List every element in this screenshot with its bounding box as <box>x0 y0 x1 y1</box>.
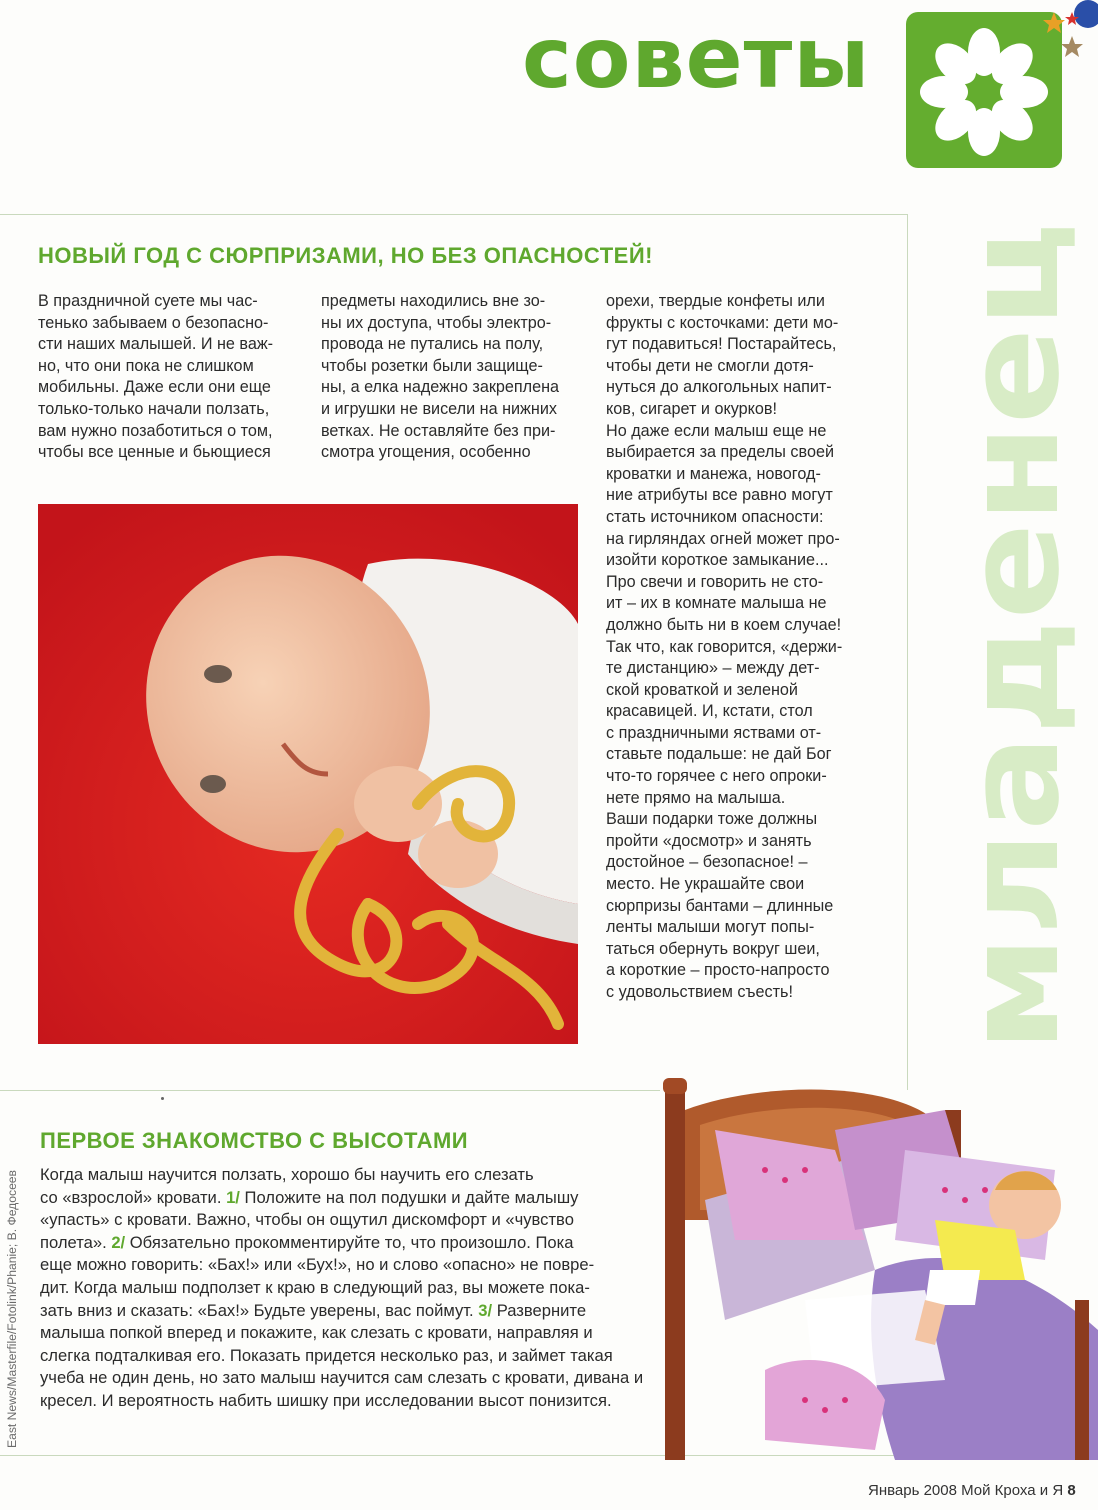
article2-title: ПЕРВОЕ ЗНАКОМСТВО С ВЫСОТАМИ <box>40 1128 469 1153</box>
text-line: ставьте подальше: не дай Бог <box>606 745 832 764</box>
text-line: с удовольствием съесть! <box>606 983 793 1001</box>
text-line: сюрпризы бантами – длинные <box>606 896 834 915</box>
text-segment: еще можно говорить: «Бах!» или «Бух!», но и слово «опасно» не повре- <box>40 1255 595 1275</box>
text-line <box>40 1367 700 1390</box>
text-segment: зать вниз и сказать: «Бах!» Будьте уверены, вас поймут. <box>40 1300 479 1320</box>
text-line: что-то горячее с него опроки- <box>606 767 827 786</box>
footer <box>868 1482 1076 1499</box>
frame-top-line <box>0 214 908 215</box>
text-line: ние атрибуты все равно могут <box>606 486 833 505</box>
footer-text: Январь 2008 Мой Кроха и Я <box>868 1482 1064 1499</box>
text-line: место. Не украшайте свои <box>606 875 805 894</box>
article-column-2 <box>321 291 591 464</box>
text-segment: «упасть» с кровати. Важно, чтобы он ощутил дискомфорт и «чувство <box>40 1210 574 1230</box>
text-line <box>40 1277 700 1300</box>
text-line: те дистанцию» – между дет- <box>606 659 820 678</box>
frame-divider-line <box>0 1090 660 1091</box>
text-line: но, что они пока не слишком <box>38 356 254 375</box>
text-line <box>40 1254 700 1277</box>
article-title: НОВЫЙ ГОД С СЮРПРИЗАМИ, НО БЕЗ ОПАСНОСТЕЙ! <box>38 243 653 268</box>
text-line: чтобы розетки были защище- <box>321 356 543 375</box>
text-line: достойное – безопасное! – <box>606 853 808 872</box>
text-line: ит – их в комнате малыша не <box>606 594 827 613</box>
text-line: орехи, твердые конфеты или <box>606 292 825 310</box>
step-number: 2/ <box>111 1232 126 1252</box>
text-line: пройти «досмотр» и занять <box>606 831 812 850</box>
text-line: Так что, как говорится, «держи- <box>606 637 843 656</box>
text-line: ской кроваткой и зеленой <box>606 680 798 699</box>
text-line: красавицей. И, кстати, стол <box>606 702 813 721</box>
frame-right-line <box>907 214 908 1090</box>
text-line: нете прямо на малыша. <box>606 788 786 807</box>
text-line: провода не путались на полу, <box>321 335 544 354</box>
text-line: выбирается за пределы своей <box>606 443 834 462</box>
text-line: чтобы все ценные и бьющиеся <box>38 443 271 462</box>
text-segment: малыша попкой вперед и покажите, как слезать с кровати, направляя и <box>40 1323 593 1343</box>
baby-photo <box>38 504 578 1044</box>
vertical-title <box>939 210 1088 1052</box>
text-line: мобильны. Даже если они еще <box>38 378 271 397</box>
bed-illustration <box>645 1070 1098 1460</box>
text-line: смотра угощения, особенно <box>321 443 531 462</box>
text-line: нуться до алкогольных напит- <box>606 378 832 397</box>
text-line <box>40 1300 700 1323</box>
star-icon <box>1030 6 1098 70</box>
text-segment: Обязательно прокомментируйте то, что произошло. Пока <box>125 1232 574 1252</box>
vertical-title-text: младенец <box>939 306 1088 1052</box>
text-line: стать источником опасности: <box>606 507 824 526</box>
text-segment: Разверните <box>492 1300 587 1320</box>
text-line: чтобы дети не смогли дотя- <box>606 356 814 375</box>
text-line: предметы находились вне зо- <box>321 292 546 310</box>
text-segment: слегка подталкивая его. Показать придется несколько раз, и займет такая <box>40 1345 613 1365</box>
text-line: с праздничными яствами от- <box>606 723 822 742</box>
text-segment: дит. Когда малыш подползет к краю в следующий раз, вы можете пока- <box>40 1277 590 1297</box>
speck <box>161 1097 164 1100</box>
text-line: фрукты с косточками: дети мо- <box>606 313 839 332</box>
text-line: ны их доступа, чтобы электро- <box>321 313 552 332</box>
text-line: сти наших малышей. И не важ- <box>38 335 274 354</box>
text-segment: кресел. И вероятность набить шишку при исследовании высот понизится. <box>40 1390 612 1410</box>
text-line: ков, сигарет и окурков! <box>606 399 778 418</box>
text-line: Но даже если малыш еще не <box>606 421 827 440</box>
text-segment: учеба не один день, но зато малыш научится сам слезать с кровати, дивана и <box>40 1368 644 1388</box>
text-line <box>40 1322 700 1345</box>
section-title: советы <box>522 9 871 107</box>
text-line <box>40 1232 700 1255</box>
text-segment: Положите на пол подушки и дайте малышу <box>239 1187 579 1207</box>
step-number: 1/ <box>226 1187 240 1207</box>
text-line <box>40 1187 700 1210</box>
text-line: Ваши подарки тоже должны <box>606 810 818 829</box>
article-column-1 <box>38 291 308 464</box>
text-line: таться обернуть вокруг шеи, <box>606 939 820 958</box>
text-line <box>40 1164 700 1187</box>
text-line: гут подавиться! Постарайтесь, <box>606 335 837 354</box>
text-line: на гирляндах огней может про- <box>606 529 840 548</box>
page-number: 8 <box>1067 1482 1076 1499</box>
article2-body <box>40 1164 700 1413</box>
text-line <box>40 1390 700 1413</box>
text-line: кроватки и манежа, новогод- <box>606 464 821 483</box>
text-line: и игрушки не висели на нижних <box>321 399 557 418</box>
text-line: тенько забываем о безопасно- <box>38 313 269 332</box>
article-column-3 <box>606 291 881 1004</box>
text-line: ны, а елка надежно закреплена <box>321 378 560 397</box>
text-segment: Когда малыш научится ползать, хорошо бы научить его слезать <box>40 1165 534 1184</box>
text-line: ленты малыши могут попы- <box>606 918 815 937</box>
photo-credit-text: East News/Masterfile/Fotolink/Phanie; В. Федосеев <box>7 1184 19 1448</box>
text-line <box>40 1345 700 1368</box>
text-line: Про свечи и говорить не сто- <box>606 572 824 591</box>
step-number: 3/ <box>478 1300 493 1320</box>
text-line: В праздничной суете мы час- <box>38 292 258 310</box>
text-segment: со «взрослой» кровати. <box>40 1187 227 1207</box>
text-line: изойти короткое замыкание... <box>606 551 829 570</box>
text-line: ветках. Не оставляйте без при- <box>321 421 556 440</box>
text-line: должно быть ни в коем случае! <box>606 615 842 634</box>
text-line: а короткие – просто-напросто <box>606 961 830 980</box>
text-segment: полета». <box>40 1232 112 1252</box>
photo-credit <box>0 1168 22 1450</box>
text-line: только-только начали ползать, <box>38 399 270 418</box>
text-line: вам нужно позаботиться о том, <box>38 421 273 440</box>
text-line <box>40 1209 700 1232</box>
